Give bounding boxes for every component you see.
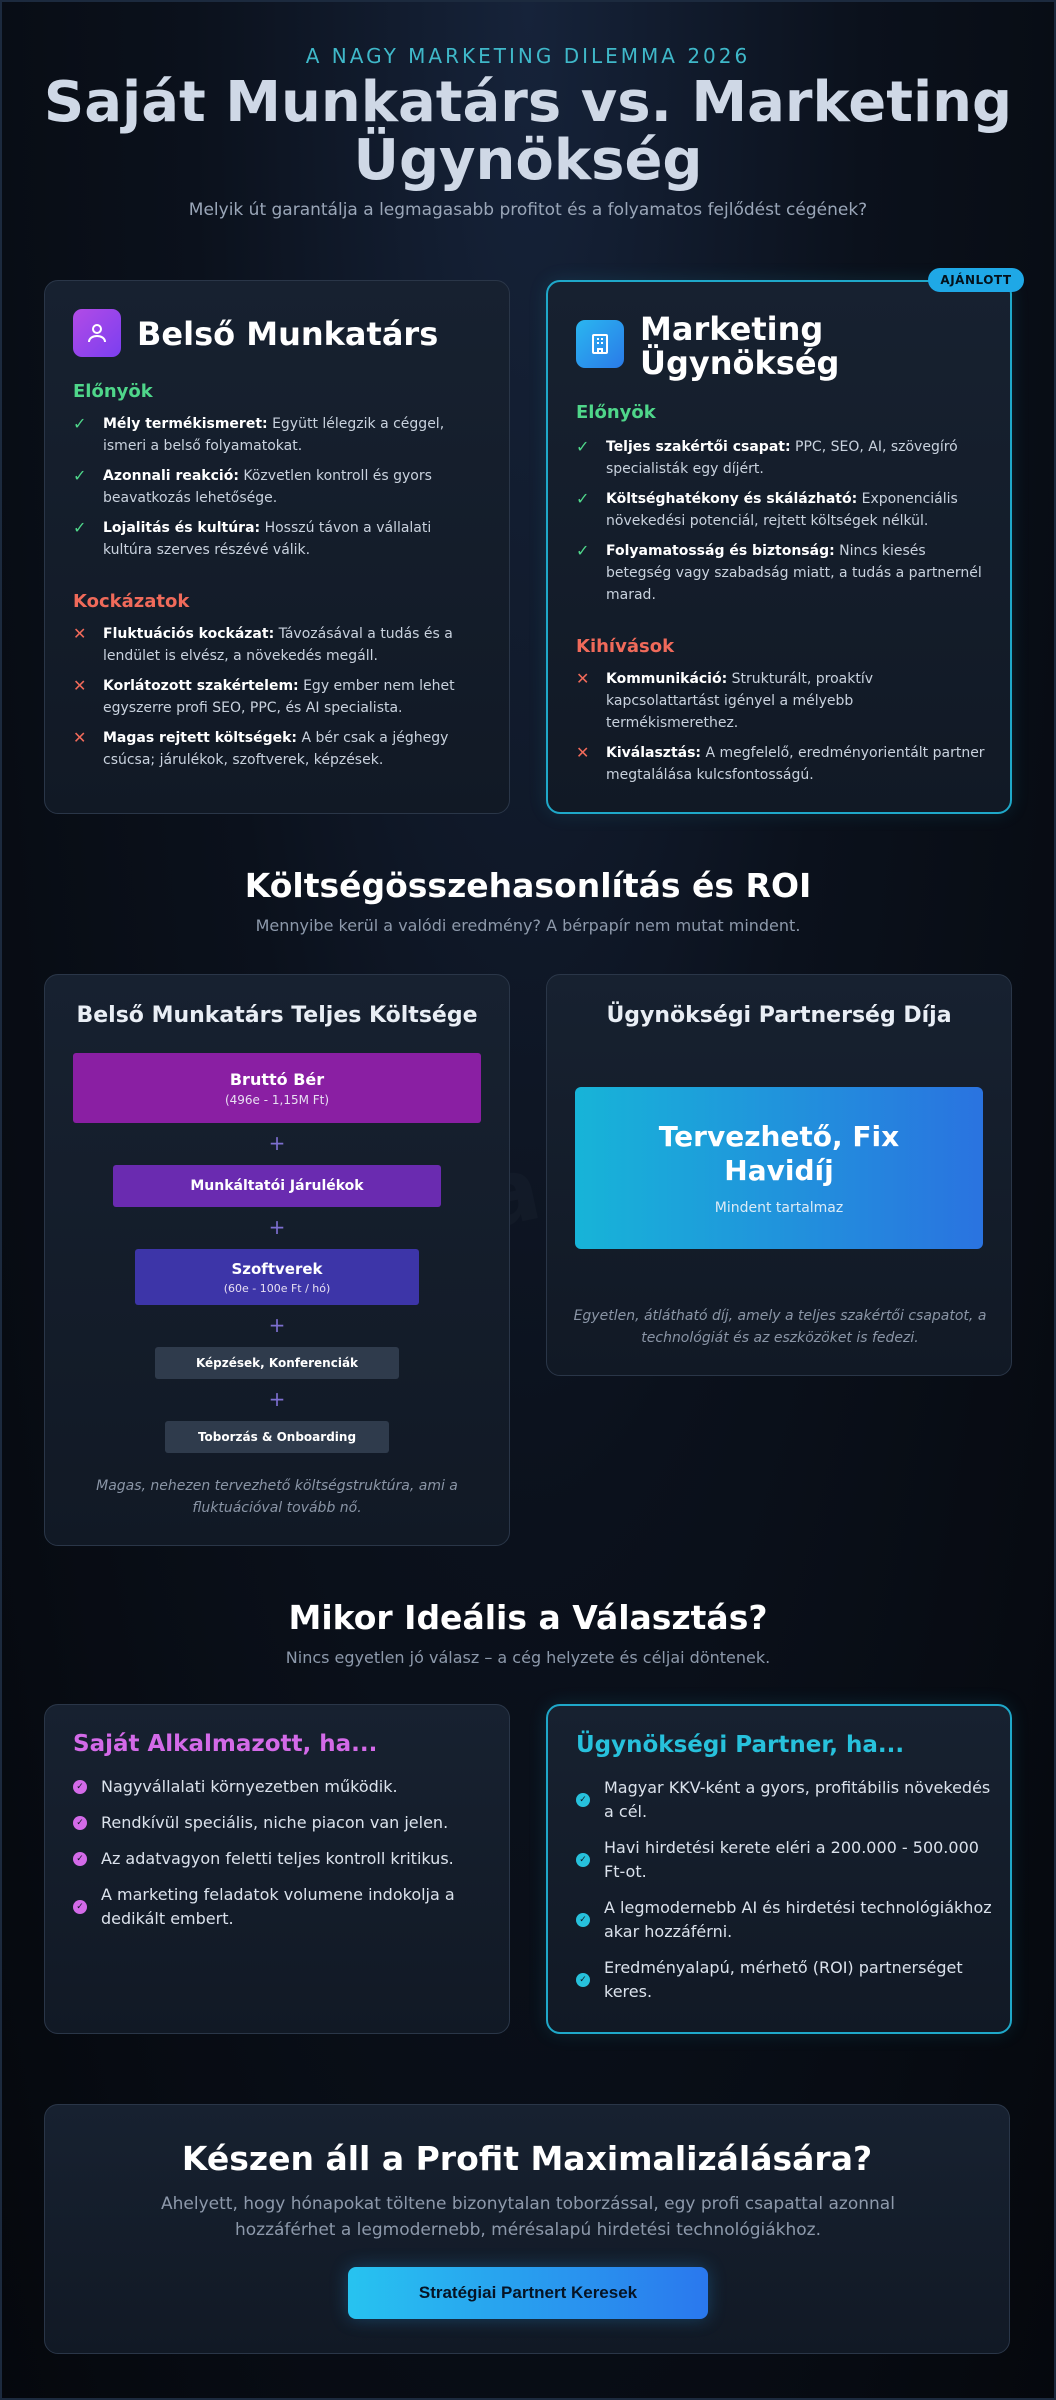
list-item: ✓ Magyar KKV-ként a gyors, profitábilis növekedés a cél. xyxy=(576,1776,996,1824)
list-item: ✓ Az adatvagyon feletti teljes kontroll kritikus. xyxy=(73,1847,493,1871)
cost-section-title: Költségösszehasonlítás és ROI xyxy=(244,866,812,905)
cross-icon: ✕ xyxy=(576,669,590,688)
inhouse-con-item: ✕ Korlátozott szakértelem: Egy ember nem lehet egyszerre profi SEO, PPC, és AI specialista. xyxy=(73,675,483,719)
fixed-fee-title: Tervezhető, Fix Havidíj xyxy=(658,1120,900,1187)
choice-agency-title: Ügynökségi Partner, ha... xyxy=(576,1732,905,1758)
fixed-fee-box xyxy=(575,1087,983,1249)
inhouse-pro-item: ✓ Azonnali reakció: Közvetlen kontroll és gyors beavatkozás lehetősége. xyxy=(73,465,483,509)
inhouse-pros-label: Előnyök xyxy=(73,381,153,402)
list-item: ✓ Eredményalapú, mérhető (ROI) partnerséget keres. xyxy=(576,1956,996,2004)
building-icon xyxy=(576,320,624,368)
choice-section-subtitle: Nincs egyetlen jó válasz – a cég helyzete és céljai döntenek. xyxy=(285,1648,771,1667)
inhouse-title: Belső Munkatárs xyxy=(137,315,439,353)
fixed-fee-subtitle: Mindent tartalmaz xyxy=(714,1200,844,1216)
recommended-badge: AJÁNLOTT xyxy=(928,268,1024,292)
agency-cost-card xyxy=(546,974,1012,1376)
inhouse-cost-title: Belső Munkatárs Teljes Költsége xyxy=(76,1003,478,1028)
check-circle-icon: ✓ xyxy=(576,1896,604,1944)
cross-icon: ✕ xyxy=(73,624,87,643)
cost-bar-trainings: Képzések, Konferenciák xyxy=(155,1347,399,1379)
agency-cost-title: Ügynökségi Partnerség Díja xyxy=(606,1003,952,1028)
cost-bar-software: Szoftverek (60e - 100e Ft / hó) xyxy=(135,1249,419,1305)
plus-sign: + xyxy=(268,1215,286,1239)
check-circle-icon: ✓ xyxy=(73,1847,101,1871)
list-item: ✓ A marketing feladatok volumene indokolja a dedikált embert. xyxy=(73,1883,493,1931)
page-subtitle: Melyik út garantálja a legmagasabb profitot és a folyamatos fejlődést cégének? xyxy=(188,200,868,220)
agency-pros-label: Előnyök xyxy=(576,402,656,423)
plus-sign: + xyxy=(268,1313,286,1337)
agency-con-item: ✕ Kiválasztás: A megfelelő, eredményorientált partner megtalálása kulcsfontosságú. xyxy=(576,742,986,786)
agency-con-item: ✕ Kommunikáció: Strukturált, proaktív kapcsolattartást igényel a mélyebb termékismerethez. xyxy=(576,668,986,734)
inhouse-pro-item: ✓ Lojalitás és kultúra: Hosszú távon a vállalati kultúra szerves részévé válik. xyxy=(73,517,483,561)
cta-card xyxy=(44,2104,1010,2354)
inhouse-con-item: ✕ Fluktuációs kockázat: Távozásával a tudás és a lendület is elvész, a növekedés megáll. xyxy=(73,623,483,667)
choice-agency-card xyxy=(546,1704,1012,2034)
agency-pro-item: ✓ Költséghatékony és skálázható: Exponenciális növekedési potenciál, rejtett költségek nélkül. xyxy=(576,488,986,532)
cost-bar-recruitment: Toborzás & Onboarding xyxy=(165,1421,389,1453)
plus-sign: + xyxy=(268,1131,286,1155)
cross-icon: ✕ xyxy=(73,728,87,747)
list-item: ✓ Rendkívül speciális, niche piacon van jelen. xyxy=(73,1811,493,1835)
agency-pro-item: ✓ Teljes szakértői csapat: PPC, SEO, AI, szövegíró specialisták egy díjért. xyxy=(576,436,986,480)
list-item: ✓ Nagyvállalati környezetben működik. xyxy=(73,1775,493,1799)
choice-inhouse-card xyxy=(44,1704,510,2034)
agency-cons-label: Kihívások xyxy=(576,636,675,657)
cost-section-subtitle: Mennyibe kerül a valódi eredmény? A bérpapír nem mutat mindent. xyxy=(255,916,801,935)
inhouse-card xyxy=(44,280,510,814)
check-circle-icon: ✓ xyxy=(73,1811,101,1835)
cross-icon: ✕ xyxy=(73,676,87,695)
strategic-partner-button[interactable]: Stratégiai Partnert Keresek xyxy=(348,2267,708,2319)
plus-sign: + xyxy=(268,1387,286,1411)
cross-icon: ✕ xyxy=(576,743,590,762)
check-icon: ✓ xyxy=(576,437,590,456)
user-icon xyxy=(73,309,121,357)
cost-bar-contributions: Munkáltatói Járulékok xyxy=(113,1165,441,1207)
inhouse-cost-note: Magas, nehezen tervezhető költségstruktúra, ami a fluktuációval tovább nő. xyxy=(96,1478,458,1516)
page-title: Saját Munkatárs vs. Marketing Ügynökség xyxy=(43,70,1013,193)
check-circle-icon: ✓ xyxy=(73,1883,101,1931)
agency-card xyxy=(546,280,1012,814)
inhouse-con-item: ✕ Magas rejtett költségek: A bér csak a jéghegy csúcsa; járulékok, szoftverek, képzések. xyxy=(73,727,483,771)
check-icon: ✓ xyxy=(73,518,87,537)
inhouse-cons-label: Kockázatok xyxy=(73,591,190,612)
check-circle-icon: ✓ xyxy=(73,1775,101,1799)
inhouse-cost-card xyxy=(44,974,510,1546)
check-icon: ✓ xyxy=(73,414,87,433)
check-icon: ✓ xyxy=(73,466,87,485)
agency-cost-note: Egyetlen, átlátható díj, amely a teljes szakértői csapatot, a technológiát és az eszközöket is fedezi. xyxy=(573,1308,987,1346)
agency-title: Marketing Ügynökség xyxy=(640,310,840,382)
inhouse-pro-item: ✓ Mély termékismeret: Együtt lélegzik a céggel, ismeri a belső folyamatokat. xyxy=(73,413,483,457)
cta-text: Ahelyett, hogy hónapokat töltene bizonytalan toborzással, egy profi csapattal azonnal hozzáférhet a legmodernebb, mérésalapú hirdetési technológiákhoz. xyxy=(161,2194,895,2240)
choice-section-title: Mikor Ideális a Választás? xyxy=(288,1598,768,1637)
check-circle-icon: ✓ xyxy=(576,1776,604,1824)
check-icon: ✓ xyxy=(576,489,590,508)
check-icon: ✓ xyxy=(576,541,590,560)
choice-inhouse-title: Saját Alkalmazott, ha... xyxy=(73,1731,378,1757)
eyebrow: A NAGY MARKETING DILEMMA 2026 xyxy=(305,44,751,68)
list-item: ✓ A legmodernebb AI és hirdetési technológiákhoz akar hozzáférni. xyxy=(576,1896,996,1944)
cta-title: Készen áll a Profit Maximalizálására? xyxy=(181,2139,873,2178)
agency-pro-item: ✓ Folyamatosság és biztonság: Nincs kiesés betegség vagy szabadság miatt, a tudás a partnernél marad. xyxy=(576,540,986,606)
check-circle-icon: ✓ xyxy=(576,1836,604,1884)
list-item: ✓ Havi hirdetési kerete eléri a 200.000 - 500.000 Ft-ot. xyxy=(576,1836,996,1884)
check-circle-icon: ✓ xyxy=(576,1956,604,2004)
cost-bar-salary: Bruttó Bér (496e - 1,15M Ft) xyxy=(73,1053,481,1123)
